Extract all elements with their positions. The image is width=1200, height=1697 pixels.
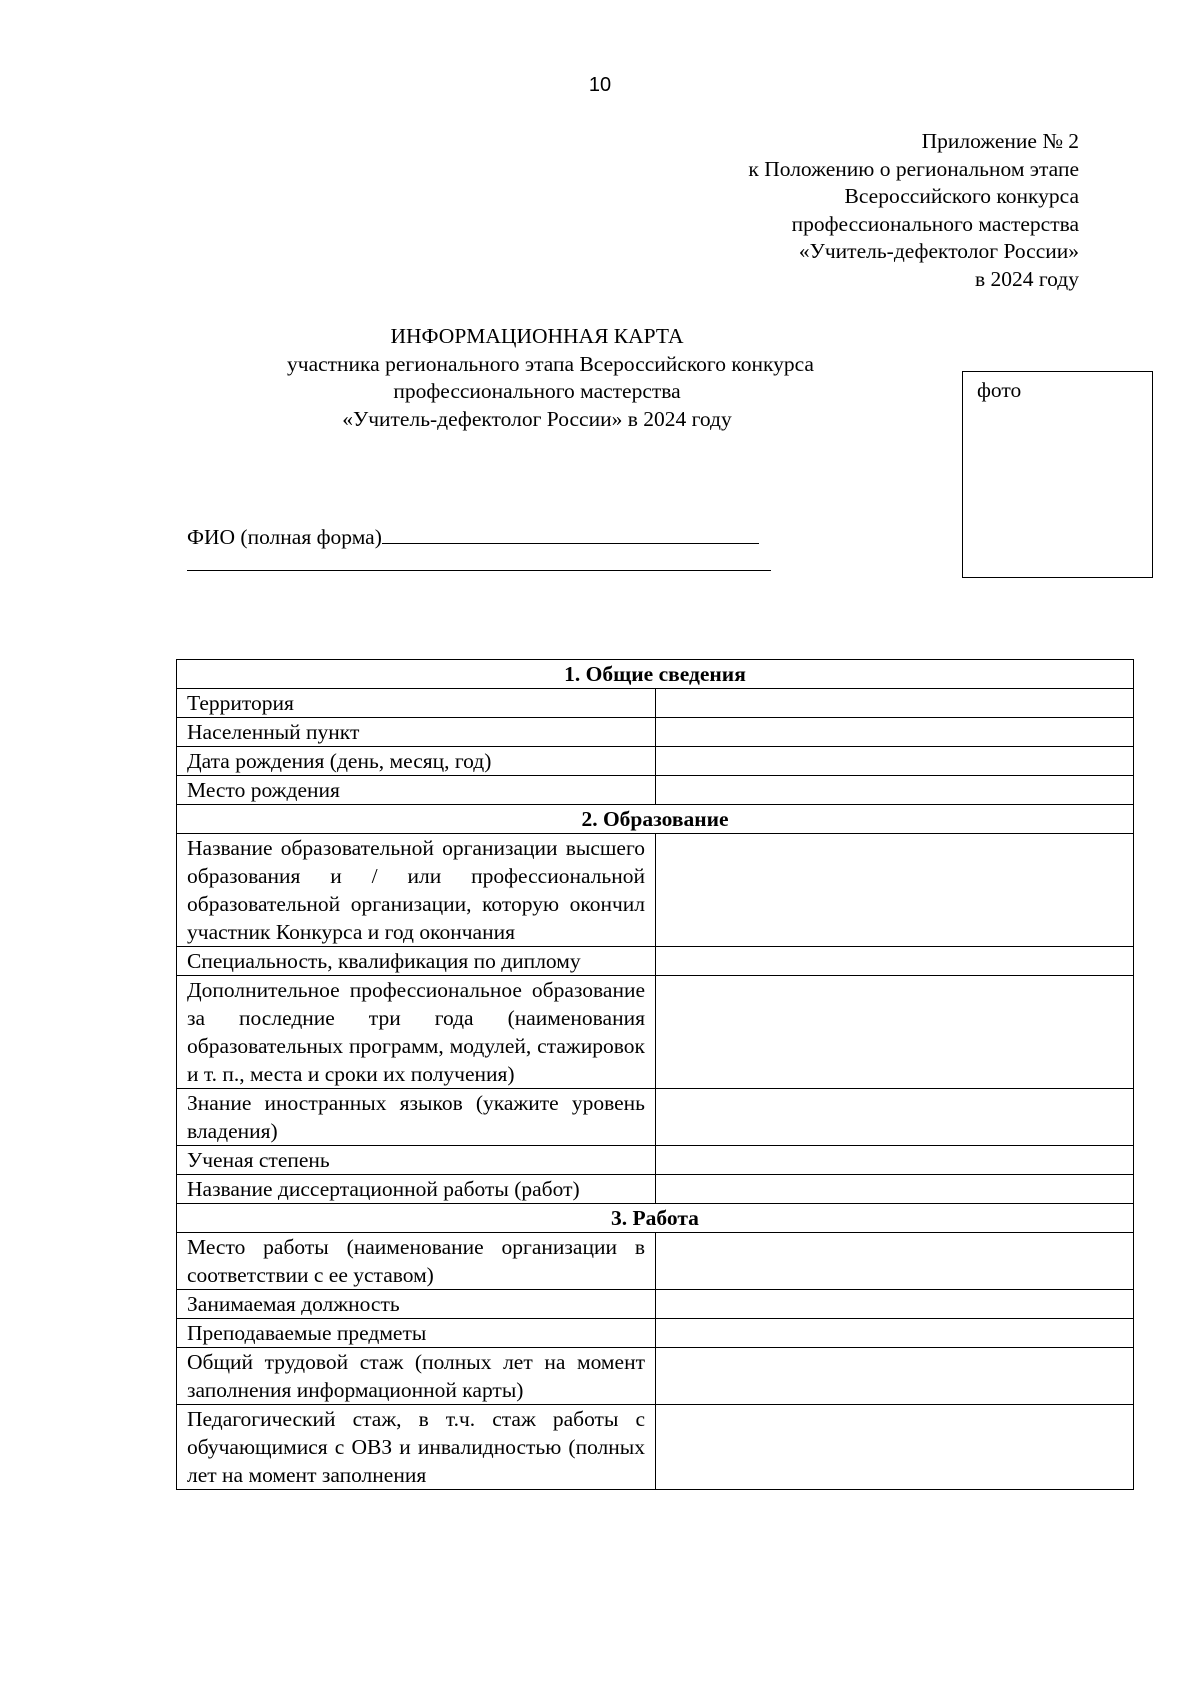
field-label: Территория bbox=[177, 689, 656, 718]
field-label: Ученая степень bbox=[177, 1146, 656, 1175]
field-label: Место работы (наименование организации в соответствии с ее уставом) bbox=[177, 1233, 656, 1290]
field-label: Занимаемая должность bbox=[177, 1290, 656, 1319]
field-label: Педагогический стаж, в т.ч. стаж работы с обучающимися с ОВЗ и инвалидностью (полных лет на момент заполнения bbox=[177, 1405, 656, 1490]
info-table bbox=[176, 659, 1134, 1490]
field-value-cell[interactable] bbox=[656, 976, 1134, 1089]
appendix-block bbox=[748, 128, 1079, 293]
field-label: Знание иностранных языков (укажите уровень владения) bbox=[177, 1089, 656, 1146]
fio-underline bbox=[382, 523, 759, 544]
title-line: участника регионального этапа Всероссийского конкурса bbox=[287, 351, 814, 376]
title-main: ИНФОРМАЦИОННАЯ КАРТА bbox=[390, 324, 684, 348]
field-value-cell[interactable] bbox=[656, 1290, 1134, 1319]
field-value-cell[interactable] bbox=[656, 1089, 1134, 1146]
appendix-line: «Учитель-дефектолог России» bbox=[798, 239, 1079, 263]
appendix-line: Приложение № 2 bbox=[921, 129, 1079, 153]
table-row bbox=[177, 834, 1134, 947]
field-value-cell[interactable] bbox=[656, 1405, 1134, 1490]
table-row bbox=[177, 1146, 1134, 1175]
info-table-body bbox=[177, 660, 1134, 1490]
section-title: 1. Общие сведения bbox=[177, 660, 1134, 689]
table-row bbox=[177, 1290, 1134, 1319]
table-row bbox=[177, 689, 1134, 718]
table-row bbox=[177, 1319, 1134, 1348]
title-line: профессионального мастерства bbox=[393, 379, 681, 403]
field-label: Населенный пункт bbox=[177, 718, 656, 747]
document-title bbox=[287, 323, 814, 433]
photo-label: фото bbox=[977, 378, 1022, 402]
fio-label: ФИО (полная форма) bbox=[187, 525, 382, 549]
section-title: 2. Образование bbox=[177, 805, 1134, 834]
section-header-row bbox=[177, 1204, 1134, 1233]
field-label: Общий трудовой стаж (полных лет на момент заполнения информационной карты) bbox=[177, 1348, 656, 1405]
table-row bbox=[177, 1089, 1134, 1146]
table-row bbox=[177, 718, 1134, 747]
section-title: 3. Работа bbox=[177, 1204, 1134, 1233]
title-line: «Учитель-дефектолог России» в 2024 году bbox=[342, 406, 732, 431]
field-value-cell[interactable] bbox=[656, 1348, 1134, 1405]
photo-box bbox=[962, 371, 1153, 578]
section-header-row bbox=[177, 805, 1134, 834]
field-label: Дата рождения (день, месяц, год) bbox=[177, 747, 656, 776]
table-row bbox=[177, 1175, 1134, 1204]
field-label: Место рождения bbox=[177, 776, 656, 805]
field-value-cell[interactable] bbox=[656, 1175, 1134, 1204]
appendix-line: Всероссийского конкурса bbox=[844, 184, 1079, 208]
field-label: Название образовательной организации высшего образования и / или профессиональной образовательной организации, которую окончил участник Конкурса и год окончания bbox=[177, 834, 656, 947]
field-label: Дополнительное профессиональное образование за последние три года (наименования образовательных программ, модулей, стажировок и т. п., места и сроки их получения) bbox=[177, 976, 656, 1089]
field-value-cell[interactable] bbox=[656, 834, 1134, 947]
field-value-cell[interactable] bbox=[656, 718, 1134, 747]
appendix-line: к Положению о региональном этапе bbox=[748, 156, 1079, 181]
field-value-cell[interactable] bbox=[656, 947, 1134, 976]
appendix-line: профессионального мастерства bbox=[791, 211, 1079, 236]
page-number: 10 bbox=[588, 74, 612, 96]
field-value-cell[interactable] bbox=[656, 1146, 1134, 1175]
table-row bbox=[177, 1233, 1134, 1290]
field-value-cell[interactable] bbox=[656, 776, 1134, 805]
field-label: Название диссертационной работы (работ) bbox=[177, 1175, 656, 1204]
table-row bbox=[177, 776, 1134, 805]
field-value-cell[interactable] bbox=[656, 1319, 1134, 1348]
field-label: Специальность, квалификация по диплому bbox=[177, 947, 656, 976]
field-value-cell[interactable] bbox=[656, 747, 1134, 776]
table-row bbox=[177, 1405, 1134, 1490]
table-row bbox=[177, 1348, 1134, 1405]
fio-underline bbox=[187, 570, 771, 571]
field-value-cell[interactable] bbox=[656, 1233, 1134, 1290]
section-header-row bbox=[177, 660, 1134, 689]
fio-field bbox=[187, 523, 759, 550]
appendix-line: в 2024 году bbox=[974, 266, 1079, 291]
field-value-cell[interactable] bbox=[656, 689, 1134, 718]
field-label: Преподаваемые предметы bbox=[177, 1319, 656, 1348]
table-row bbox=[177, 976, 1134, 1089]
table-row bbox=[177, 747, 1134, 776]
table-row bbox=[177, 947, 1134, 976]
